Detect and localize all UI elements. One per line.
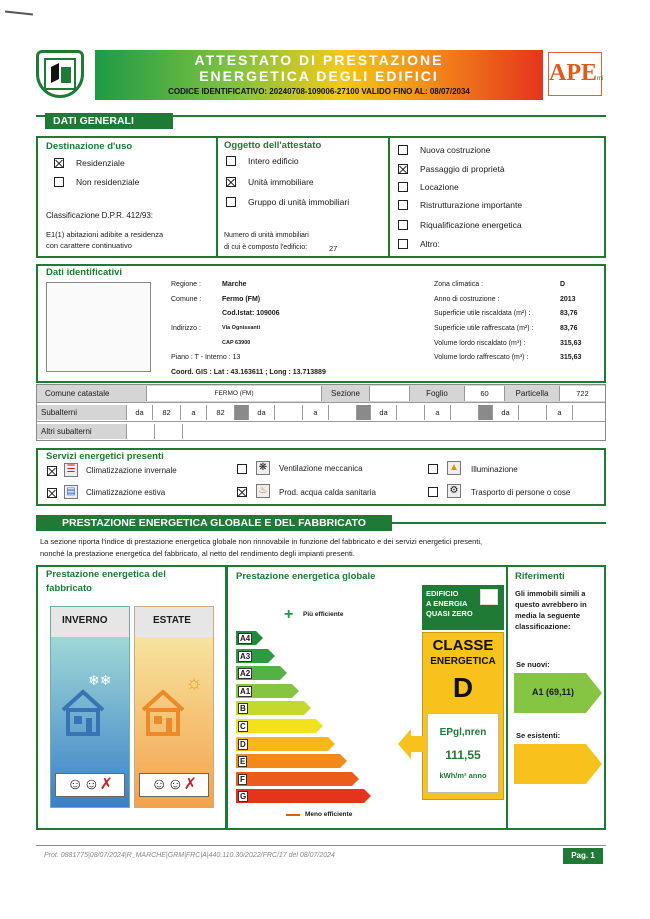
residenziale-checkbox[interactable] (54, 158, 64, 168)
regione-value: Marche (222, 281, 247, 288)
ristrutturazione-checkbox[interactable] (398, 200, 408, 210)
sub-a-3: a (425, 405, 451, 420)
locazione-label: Locazione (420, 182, 459, 192)
minus-icon (286, 814, 300, 816)
nuova-costruzione-checkbox[interactable] (398, 145, 408, 155)
inverno-faces: ☺☺✗ (55, 773, 125, 797)
prestazione-desc-2: nonché la prestazione energetica del fabbricato, al netto del rendimento degli impianti presenti. (40, 549, 355, 558)
zona-value: D (560, 281, 566, 288)
sup-risc-label: Superficie utile riscaldata (m²) : (434, 310, 531, 317)
passaggio-proprieta-label: Passaggio di proprietà (420, 164, 505, 174)
istat-value: Cod.Istat: 109006 (222, 310, 280, 317)
se-esistenti-label: Se esistenti: (516, 731, 561, 740)
energy-class-label-g: G (240, 792, 247, 802)
sub-sep-3 (479, 405, 493, 420)
sub-a-value-1: 82 (207, 405, 235, 420)
acs-label: Prod. acqua calda sanitaria (279, 488, 376, 497)
anno-label: Anno di costruzione : (434, 296, 500, 303)
indirizzo-value: Via Ognissanti (222, 325, 261, 331)
photo-placeholder (46, 282, 151, 372)
numero-unita-label-2: di cui è composto l'edificio: (224, 244, 308, 251)
acs-checkbox[interactable] (237, 487, 247, 497)
globale-title: Prestazione energetica globale (236, 571, 376, 582)
house-summer-icon (140, 688, 186, 741)
comune-catastale-value: FERMO (FM) (147, 386, 322, 401)
particella-value: 722 (560, 386, 605, 401)
trasporto-checkbox[interactable] (428, 487, 438, 497)
unita-immobiliare-checkbox[interactable] (226, 177, 236, 187)
ristrutturazione-label: Ristrutturazione importante (420, 200, 523, 210)
coord-value: Coord. GIS : Lat : 43.163611 ; Long : 13.713889 (171, 369, 326, 376)
sun-icon: ☼ (185, 672, 204, 694)
catasto-table (36, 384, 606, 441)
clim-est-checkbox[interactable] (47, 488, 57, 498)
house-winter-icon (60, 688, 106, 741)
vol-risc-label: Volume lordo riscaldato (m³) : (434, 340, 526, 347)
riferimenti-title: Riferimenti (515, 571, 565, 582)
footer-page: Pag. 1 (563, 848, 603, 864)
energy-class-label-d: D (240, 739, 246, 749)
footer-prot: Prot. 0881775|08/07/2024|R_MARCHE|GRM|FRC|A|440.110.30/2022/FRC/17 del 08/07/2024 (44, 852, 335, 859)
altri-subalterni-cell-1 (127, 424, 155, 439)
servizi-title: Servizi energetici presenti (46, 451, 164, 462)
piano-value: Piano : T - Interno : 13 (171, 354, 241, 361)
altri-subalterni-cell-2 (155, 424, 183, 439)
sub-da-4: da (493, 405, 519, 420)
energy-class-bar-a3 (236, 649, 268, 663)
indirizzo-label: Indirizzo : (171, 325, 201, 332)
energy-class-label-b: B (240, 704, 246, 714)
energetica-label: ENERGETICA (430, 656, 496, 667)
esistenti-arrow (514, 744, 602, 789)
energy-class-label-f: F (240, 774, 245, 784)
sub-da-3: da (371, 405, 397, 420)
altro-label: Altro: (420, 239, 440, 249)
sub-sep-1 (235, 405, 249, 420)
foglio-value: 60 (465, 386, 505, 401)
energy-class-bar-a2 (236, 666, 280, 680)
classe-label: CLASSE (432, 637, 494, 654)
energy-class-bar-a4 (236, 631, 256, 645)
class-indicator-arrow (398, 727, 424, 766)
nzeb-line-2: A ENERGIA (426, 599, 468, 608)
gruppo-unita-checkbox[interactable] (226, 197, 236, 207)
residenziale-label: Residenziale (76, 158, 125, 168)
clim-inv-checkbox[interactable] (47, 466, 57, 476)
sub-a-value-2 (329, 405, 357, 420)
energy-class-bar-e (236, 754, 340, 768)
nzeb-checkbox[interactable] (480, 589, 498, 605)
sezione-label: Sezione (322, 386, 370, 401)
foglio-label: Foglio (410, 386, 465, 401)
sub-da-2: da (249, 405, 275, 420)
sub-a-value-4 (573, 405, 605, 420)
footer-line (36, 845, 606, 846)
oggetto-title: Oggetto dell'attestato (224, 140, 322, 151)
piu-efficiente-label: Più efficiente (303, 611, 344, 618)
altri-subalterni-label: Altri subalterni (37, 424, 127, 439)
sup-raff-label: Superficie utile raffrescata (m²) : (434, 325, 534, 332)
sub-a-value-3 (451, 405, 479, 420)
rif-desc-4: classificazione: (515, 622, 571, 631)
lamp-icon: ▲ (447, 461, 461, 475)
passaggio-proprieta-checkbox[interactable] (398, 164, 408, 174)
destinazione-box (36, 136, 218, 258)
elevator-icon: ⚙ (447, 484, 461, 498)
sub-da-value-4 (519, 405, 547, 420)
cap-value: CAP 63900 (222, 340, 251, 346)
numero-unita-label-1: Numero di unità immobiliari (224, 232, 309, 239)
air-conditioner-icon: ▤ (64, 485, 78, 499)
energy-class-label-a4: A4 (240, 634, 251, 643)
vol-raff-label: Volume lordo raffrescato (m³) : (434, 354, 529, 361)
nuova-costruzione-label: Nuova costruzione (420, 145, 491, 155)
ventilazione-label: Ventilazione meccanica (279, 464, 363, 473)
energy-class-label-e: E (240, 757, 246, 767)
nzeb-line-3: QUASI ZERO (426, 609, 473, 618)
sub-da-value-2 (275, 405, 303, 420)
ape-logo: APEmi (548, 52, 602, 96)
sub-a-4: a (547, 405, 573, 420)
inverno-label: INVERNO (62, 615, 108, 626)
trasporto-label: Trasporto di persone o cose (471, 488, 571, 497)
numero-unita-value: 27 (329, 244, 338, 253)
energy-class-bar-g (236, 789, 364, 803)
ep-label: EPgl,nren (439, 727, 487, 738)
sub-sep-2 (357, 405, 371, 420)
comune-label: Comune : (171, 296, 202, 303)
gruppo-unita-label: Gruppo di unità immobiliari (248, 197, 350, 207)
energy-class-bar-a1 (236, 684, 292, 698)
illuminazione-label: Illuminazione (471, 465, 518, 474)
sup-risc-value: 83,76 (560, 310, 578, 317)
vol-raff-value: 315,63 (560, 354, 582, 361)
sub-a-1: a (181, 405, 207, 420)
zona-label: Zona climatica : (434, 281, 484, 288)
dati-generali-tab: DATI GENERALI (45, 113, 173, 129)
clim-est-label: Climatizzazione estiva (86, 488, 166, 497)
energy-class-bar-b (236, 701, 304, 715)
regione-marche-logo (36, 50, 84, 98)
fan-icon: ❋ (256, 461, 270, 475)
sub-da-value-3 (397, 405, 425, 420)
radiator-icon: ☰ (64, 463, 78, 477)
sub-da-1: da (127, 405, 153, 420)
altro-checkbox[interactable] (398, 239, 408, 249)
nuovi-value: A1 (69,11) (531, 687, 575, 697)
comune-catastale-label: Comune catastale (37, 386, 147, 401)
energy-class-label-a3: A3 (240, 651, 251, 661)
energy-class-label-a2: A2 (240, 669, 251, 679)
vol-risc-value: 315,63 (560, 340, 582, 347)
subalterni-label: Subalterni (37, 405, 127, 420)
se-nuovi-label: Se nuovi: (516, 660, 550, 669)
sub-da-value-1: 82 (153, 405, 181, 420)
plus-icon: + (284, 606, 294, 623)
intero-edificio-checkbox[interactable] (226, 156, 236, 166)
clim-inv-label: Climatizzazione invernale (86, 466, 177, 475)
meno-efficiente-label: Meno efficiente (305, 811, 353, 818)
ventilazione-checkbox[interactable] (237, 464, 247, 474)
energy-class-bar-d (236, 737, 328, 751)
fabbricato-title-2: fabbricato (46, 583, 92, 594)
sup-raff-value: 83,76 (560, 325, 578, 332)
regione-label: Regione : (171, 281, 201, 288)
ep-value: 111,55 (445, 748, 481, 762)
unita-immobiliare-label: Unità immobiliare (248, 177, 314, 187)
nzeb-line-1: EDIFICIO (426, 589, 459, 598)
classificazione-label: Classificazione D.P.R. 412/93: (46, 211, 154, 220)
fabbricato-title-1: Prestazione energetica del (46, 569, 166, 580)
rif-desc-1: Gli immobili simili a (515, 589, 586, 598)
energy-class-label-c: C (240, 722, 246, 731)
classe-value: D (452, 672, 474, 703)
energy-class-label-a1: A1 (240, 686, 251, 696)
illuminazione-checkbox[interactable] (428, 464, 438, 474)
scan-mark (5, 11, 33, 16)
anno-value: 2013 (560, 296, 576, 303)
riqualificazione-checkbox[interactable] (398, 220, 408, 230)
ep-unit: kWh/m² anno (439, 771, 487, 780)
riqualificazione-label: Riqualificazione energetica (420, 220, 522, 230)
prestazione-desc-1: La sezione riporta l'indice di prestazione energetica globale non rinnovabile in funzione del fabbricato e dei servizi energetici presenti, (40, 537, 483, 546)
comune-value: Fermo (FM) (222, 296, 261, 303)
header-title: ATTESTATO DI PRESTAZIONE ENERGETICA DEGLI EDIFICI (194, 52, 444, 84)
non-residenziale-label: Non residenziale (76, 177, 140, 187)
dati-identificativi-title: Dati identificativi (46, 267, 123, 278)
estate-faces: ☺☺✗ (139, 773, 209, 797)
rif-desc-3: media la seguente (515, 611, 581, 620)
locazione-checkbox[interactable] (398, 182, 408, 192)
classificazione-value-2: con carattere continuativo (46, 241, 132, 250)
sub-a-2: a (303, 405, 329, 420)
energy-class-bar-f (236, 772, 352, 786)
rif-desc-2: questo avrebbero in (515, 600, 587, 609)
classificazione-value-1: E1(1) abitazioni adibite a residenza (46, 230, 164, 239)
snowflake-icon: ❄❄ (88, 672, 112, 688)
estate-label: ESTATE (153, 615, 191, 626)
non-residenziale-checkbox[interactable] (54, 177, 64, 187)
destinazione-title: Destinazione d'uso (46, 141, 133, 152)
sezione-value (370, 386, 410, 401)
prestazione-tab: PRESTAZIONE ENERGETICA GLOBALE E DEL FABBRICATO (36, 515, 392, 531)
energy-class-bar-c (236, 719, 316, 733)
particella-label: Particella (505, 386, 560, 401)
water-heater-icon: ♨ (256, 484, 270, 498)
intero-edificio-label: Intero edificio (248, 156, 299, 166)
header-code: CODICE IDENTIFICATIVO: 20240708-109006-27100 VALIDO FINO AL: 08/07/2034 (168, 87, 470, 96)
